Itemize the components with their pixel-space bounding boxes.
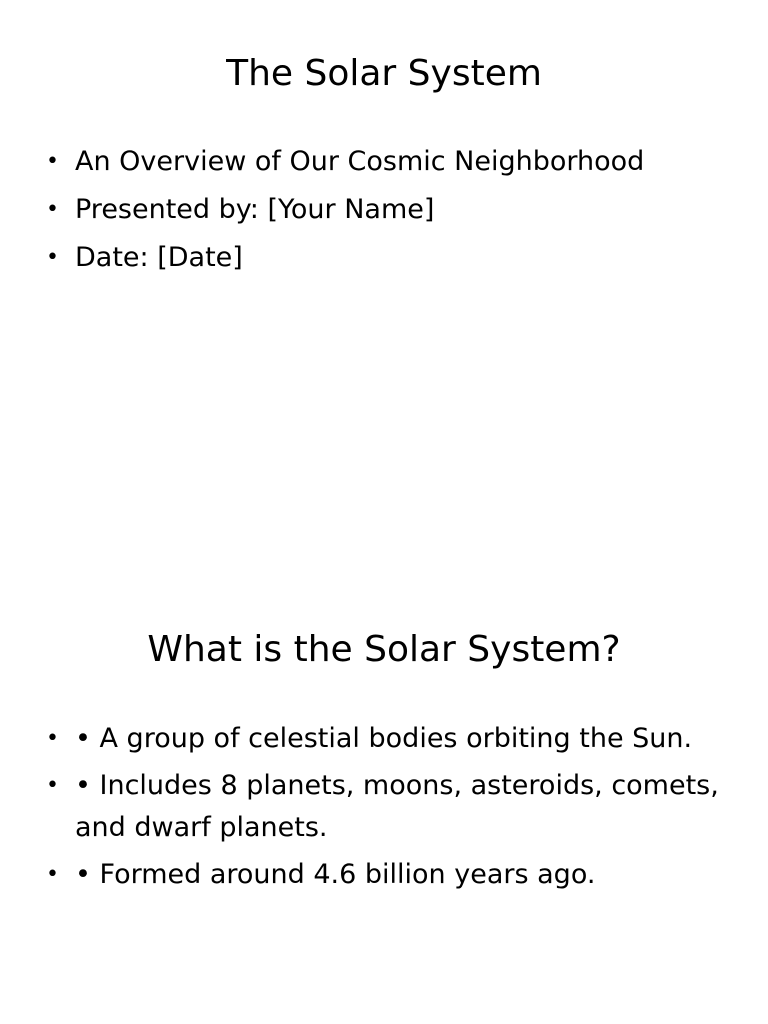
bullet-text: An Overview of Our Cosmic Neighborhood (75, 146, 645, 177)
list-item (38, 141, 728, 183)
slide-title: The Solar System (226, 53, 542, 94)
bullet-icon: • (46, 773, 59, 798)
list-item (38, 237, 728, 279)
list-item (38, 189, 728, 231)
bullet-text: • A group of celestial bodies orbiting the Sun. (75, 723, 693, 754)
bullet-icon: • (46, 726, 59, 751)
bullet-icon: • (46, 149, 59, 174)
bullet-text: Presented by: [Your Name] (75, 194, 435, 225)
bullet-icon: • (46, 862, 59, 887)
bullet-list (38, 141, 728, 285)
list-item (38, 854, 728, 896)
list-item (38, 718, 728, 760)
bullet-list (38, 718, 728, 901)
bullet-icon: • (46, 245, 59, 270)
bullet-text: Date: [Date] (75, 242, 243, 273)
bullet-text: • Includes 8 planets, moons, asteroids, comets, and dwarf planets. (75, 770, 719, 843)
bullet-icon: • (46, 197, 59, 222)
list-item (38, 765, 728, 849)
slide-2 (0, 512, 768, 1024)
slide-title: What is the Solar System? (147, 629, 621, 670)
bullet-text: • Formed around 4.6 billion years ago. (75, 859, 596, 890)
